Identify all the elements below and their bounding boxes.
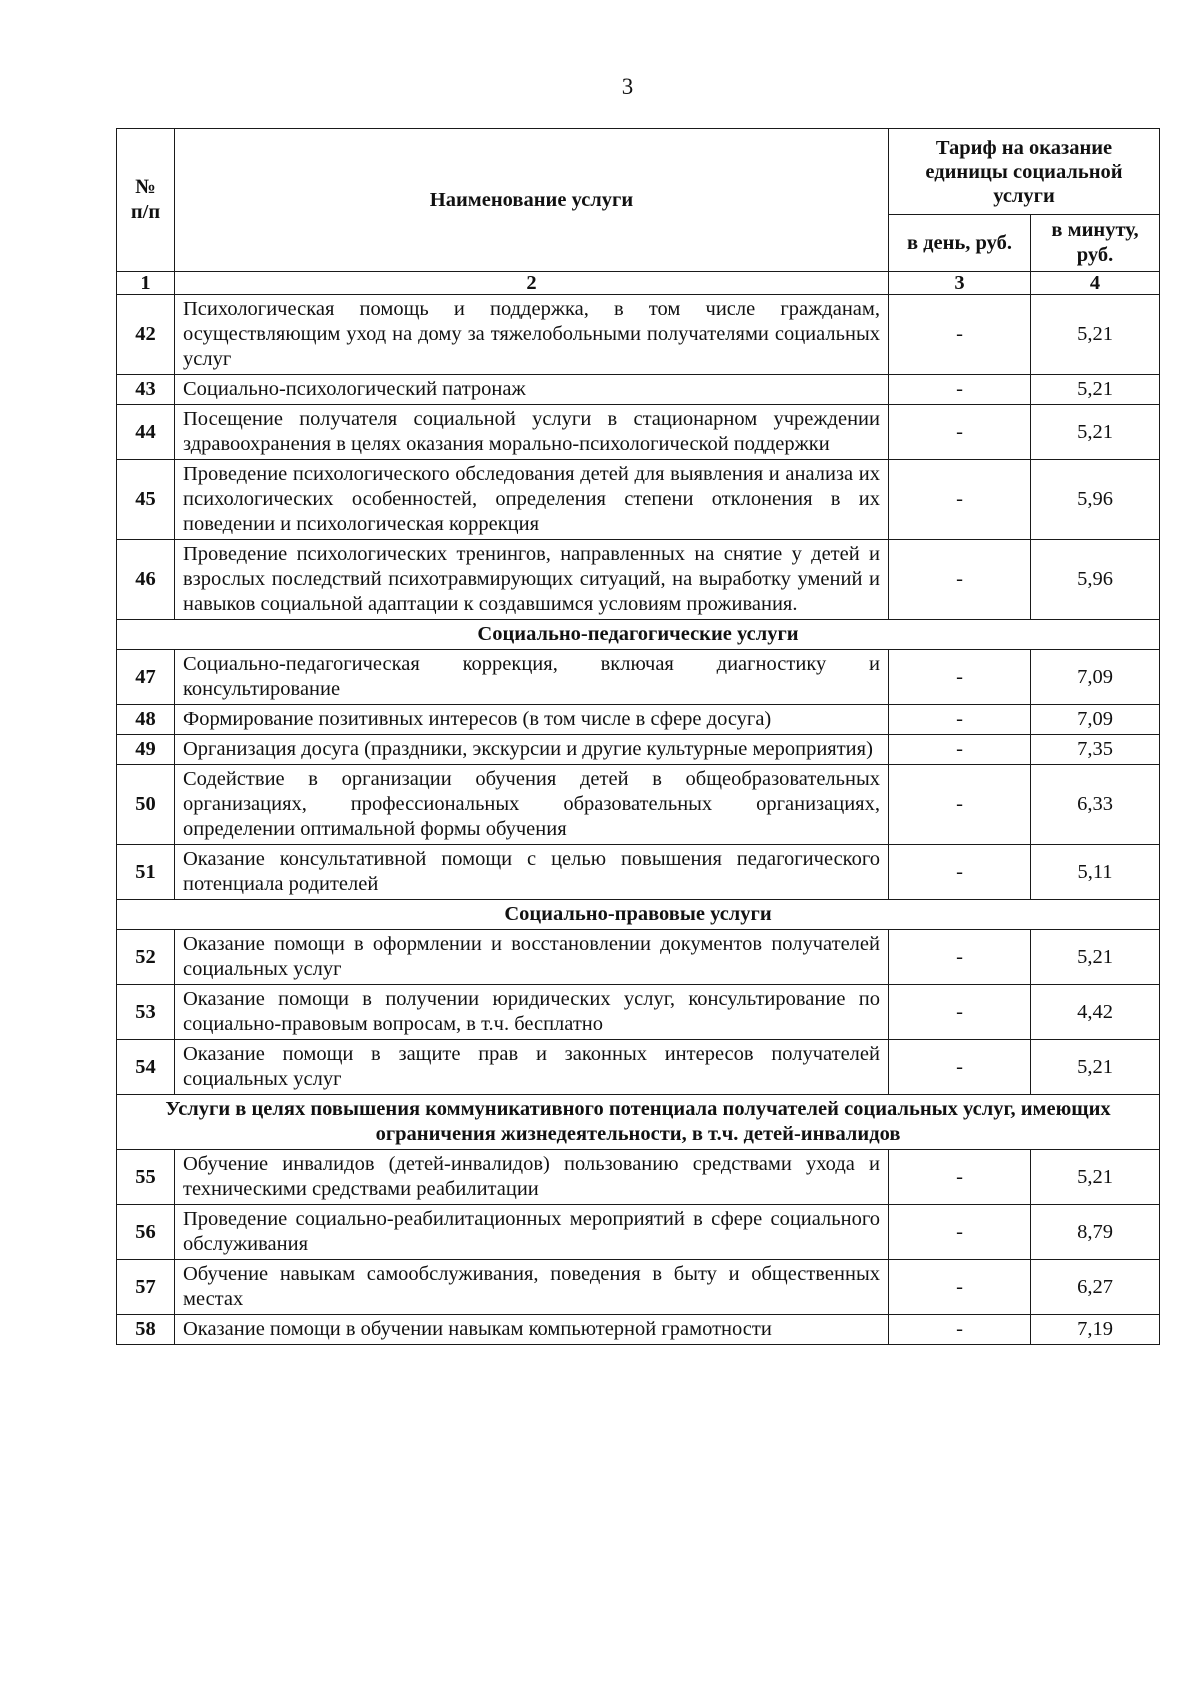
- tariff-per-minute: 5,21: [1031, 1150, 1160, 1205]
- table-row: [117, 1315, 1160, 1345]
- section-title: Социально-педагогические услуги: [117, 620, 1160, 650]
- tariff-per-minute: 7,35: [1031, 735, 1160, 765]
- tariff-per-minute: 5,21: [1031, 295, 1160, 375]
- tariff-per-minute: 6,27: [1031, 1260, 1160, 1315]
- section-row: [117, 1095, 1160, 1150]
- tariff-per-minute: 5,96: [1031, 460, 1160, 540]
- service-name: Оказание консультативной помощи с целью повышения педагогического потенциала родителей: [175, 845, 889, 900]
- table-row: [117, 295, 1160, 375]
- service-name: Посещение получателя социальной услуги в стационарном учреждении здравоохранения в целях оказания морально-психологической поддержки: [175, 405, 889, 460]
- page-number: 3: [621, 74, 634, 99]
- column-numbers-row: [117, 272, 1160, 295]
- table-header: [117, 129, 1160, 295]
- row-number: 42: [117, 295, 175, 375]
- row-number: 55: [117, 1150, 175, 1205]
- row-number: 43: [117, 375, 175, 405]
- tariff-per-day: -: [889, 1315, 1031, 1345]
- tariff-per-day: -: [889, 650, 1031, 705]
- header-tariff: Тариф на оказание единицы социальной услуги: [889, 129, 1160, 215]
- service-name: Формирование позитивных интересов (в том числе в сфере досуга): [175, 705, 889, 735]
- section-row: [117, 620, 1160, 650]
- tariff-per-minute: 8,79: [1031, 1205, 1160, 1260]
- table-row: [117, 650, 1160, 705]
- row-number: 57: [117, 1260, 175, 1315]
- tariff-table: [116, 128, 1160, 1345]
- table-row: [117, 1205, 1160, 1260]
- service-name: Проведение психологического обследования детей для выявления и анализа их психологических особенностей, определения степени отклонения в их поведении и психологическая коррекция: [175, 460, 889, 540]
- table-row: [117, 1260, 1160, 1315]
- tariff-per-day: -: [889, 460, 1031, 540]
- table-row: [117, 375, 1160, 405]
- service-name: Оказание помощи в получении юридических услуг, консультирование по социально-правовым вопросам, в т.ч. бесплатно: [175, 985, 889, 1040]
- header-per-minute: в минуту, руб.: [1031, 215, 1160, 272]
- tariff-per-minute: 5,21: [1031, 375, 1160, 405]
- table-row: [117, 845, 1160, 900]
- header-name: Наименование услуги: [175, 129, 889, 272]
- tariff-per-day: -: [889, 765, 1031, 845]
- row-number: 52: [117, 930, 175, 985]
- row-number: 44: [117, 405, 175, 460]
- tariff-per-minute: 5,21: [1031, 1040, 1160, 1095]
- row-number: 45: [117, 460, 175, 540]
- table-row: [117, 1150, 1160, 1205]
- tariff-per-minute: 5,21: [1031, 930, 1160, 985]
- tariff-per-day: -: [889, 540, 1031, 620]
- header-per-day: в день, руб.: [889, 215, 1031, 272]
- section-title: Социально-правовые услуги: [117, 900, 1160, 930]
- tariff-per-day: -: [889, 845, 1031, 900]
- row-number: 47: [117, 650, 175, 705]
- tariff-per-minute: 7,09: [1031, 650, 1160, 705]
- tariff-per-day: -: [889, 705, 1031, 735]
- tariff-per-day: -: [889, 375, 1031, 405]
- tariff-per-minute: 4,42: [1031, 985, 1160, 1040]
- row-number: 50: [117, 765, 175, 845]
- tariff-per-day: -: [889, 1260, 1031, 1315]
- tariff-per-minute: 5,11: [1031, 845, 1160, 900]
- service-name: Обучение навыкам самообслуживания, поведения в быту и общественных местах: [175, 1260, 889, 1315]
- column-number-4: 4: [1031, 272, 1160, 295]
- row-number: 51: [117, 845, 175, 900]
- table-row: [117, 1040, 1160, 1095]
- header-num: № п/п: [117, 129, 175, 272]
- service-name: Оказание помощи в оформлении и восстановлении документов получателей социальных услуг: [175, 930, 889, 985]
- section-row: [117, 900, 1160, 930]
- row-number: 54: [117, 1040, 175, 1095]
- tariff-per-day: -: [889, 405, 1031, 460]
- service-name: Социально-педагогическая коррекция, включая диагностику и консультирование: [175, 650, 889, 705]
- row-number: 53: [117, 985, 175, 1040]
- table-row: [117, 985, 1160, 1040]
- column-number-3: 3: [889, 272, 1031, 295]
- table-body: [117, 295, 1160, 1345]
- tariff-per-day: -: [889, 735, 1031, 765]
- service-name: Организация досуга (праздники, экскурсии и другие культурные мероприятия): [175, 735, 889, 765]
- table-row: [117, 540, 1160, 620]
- row-number: 46: [117, 540, 175, 620]
- section-title: Услуги в целях повышения коммуникативного потенциала получателей социальных услуг, имеющих ограничения жизнедеятельности, в т.ч. детей-инвалидов: [117, 1095, 1160, 1150]
- table-row: [117, 930, 1160, 985]
- tariff-per-day: -: [889, 295, 1031, 375]
- tariff-per-day: -: [889, 1205, 1031, 1260]
- tariff-per-minute: 7,09: [1031, 705, 1160, 735]
- tariff-per-day: -: [889, 930, 1031, 985]
- table-row: [117, 460, 1160, 540]
- service-name: Проведение психологических тренингов, направленных на снятие у детей и взрослых последствий психотравмирующих ситуаций, на выработку умений и навыков социальной адаптации к создавшимся условиям проживания.: [175, 540, 889, 620]
- row-number: 58: [117, 1315, 175, 1345]
- tariff-per-minute: 5,96: [1031, 540, 1160, 620]
- column-number-2: 2: [175, 272, 889, 295]
- service-name: Оказание помощи в обучении навыкам компьютерной грамотности: [175, 1315, 889, 1345]
- service-name: Оказание помощи в защите прав и законных интересов получателей социальных услуг: [175, 1040, 889, 1095]
- column-number-1: 1: [117, 272, 175, 295]
- tariff-per-day: -: [889, 985, 1031, 1040]
- table-row: [117, 735, 1160, 765]
- service-name: Обучение инвалидов (детей-инвалидов) пользованию средствами ухода и техническими средствами реабилитации: [175, 1150, 889, 1205]
- service-name: Содействие в организации обучения детей в общеобразовательных организациях, профессиональных образовательных организациях, определении оптимальной формы обучения: [175, 765, 889, 845]
- service-name: Социально-психологический патронаж: [175, 375, 889, 405]
- row-number: 49: [117, 735, 175, 765]
- row-number: 48: [117, 705, 175, 735]
- service-name: Психологическая помощь и поддержка, в том числе гражданам, осуществляющим уход на дому за тяжелобольными получателями социальных услуг: [175, 295, 889, 375]
- tariff-per-minute: 6,33: [1031, 765, 1160, 845]
- table-row: [117, 405, 1160, 460]
- row-number: 56: [117, 1205, 175, 1260]
- table-row: [117, 765, 1160, 845]
- tariff-per-day: -: [889, 1150, 1031, 1205]
- table-row: [117, 705, 1160, 735]
- tariff-per-day: -: [889, 1040, 1031, 1095]
- tariff-per-minute: 5,21: [1031, 405, 1160, 460]
- service-name: Проведение социально-реабилитационных мероприятий в сфере социального обслуживания: [175, 1205, 889, 1260]
- tariff-per-minute: 7,19: [1031, 1315, 1160, 1345]
